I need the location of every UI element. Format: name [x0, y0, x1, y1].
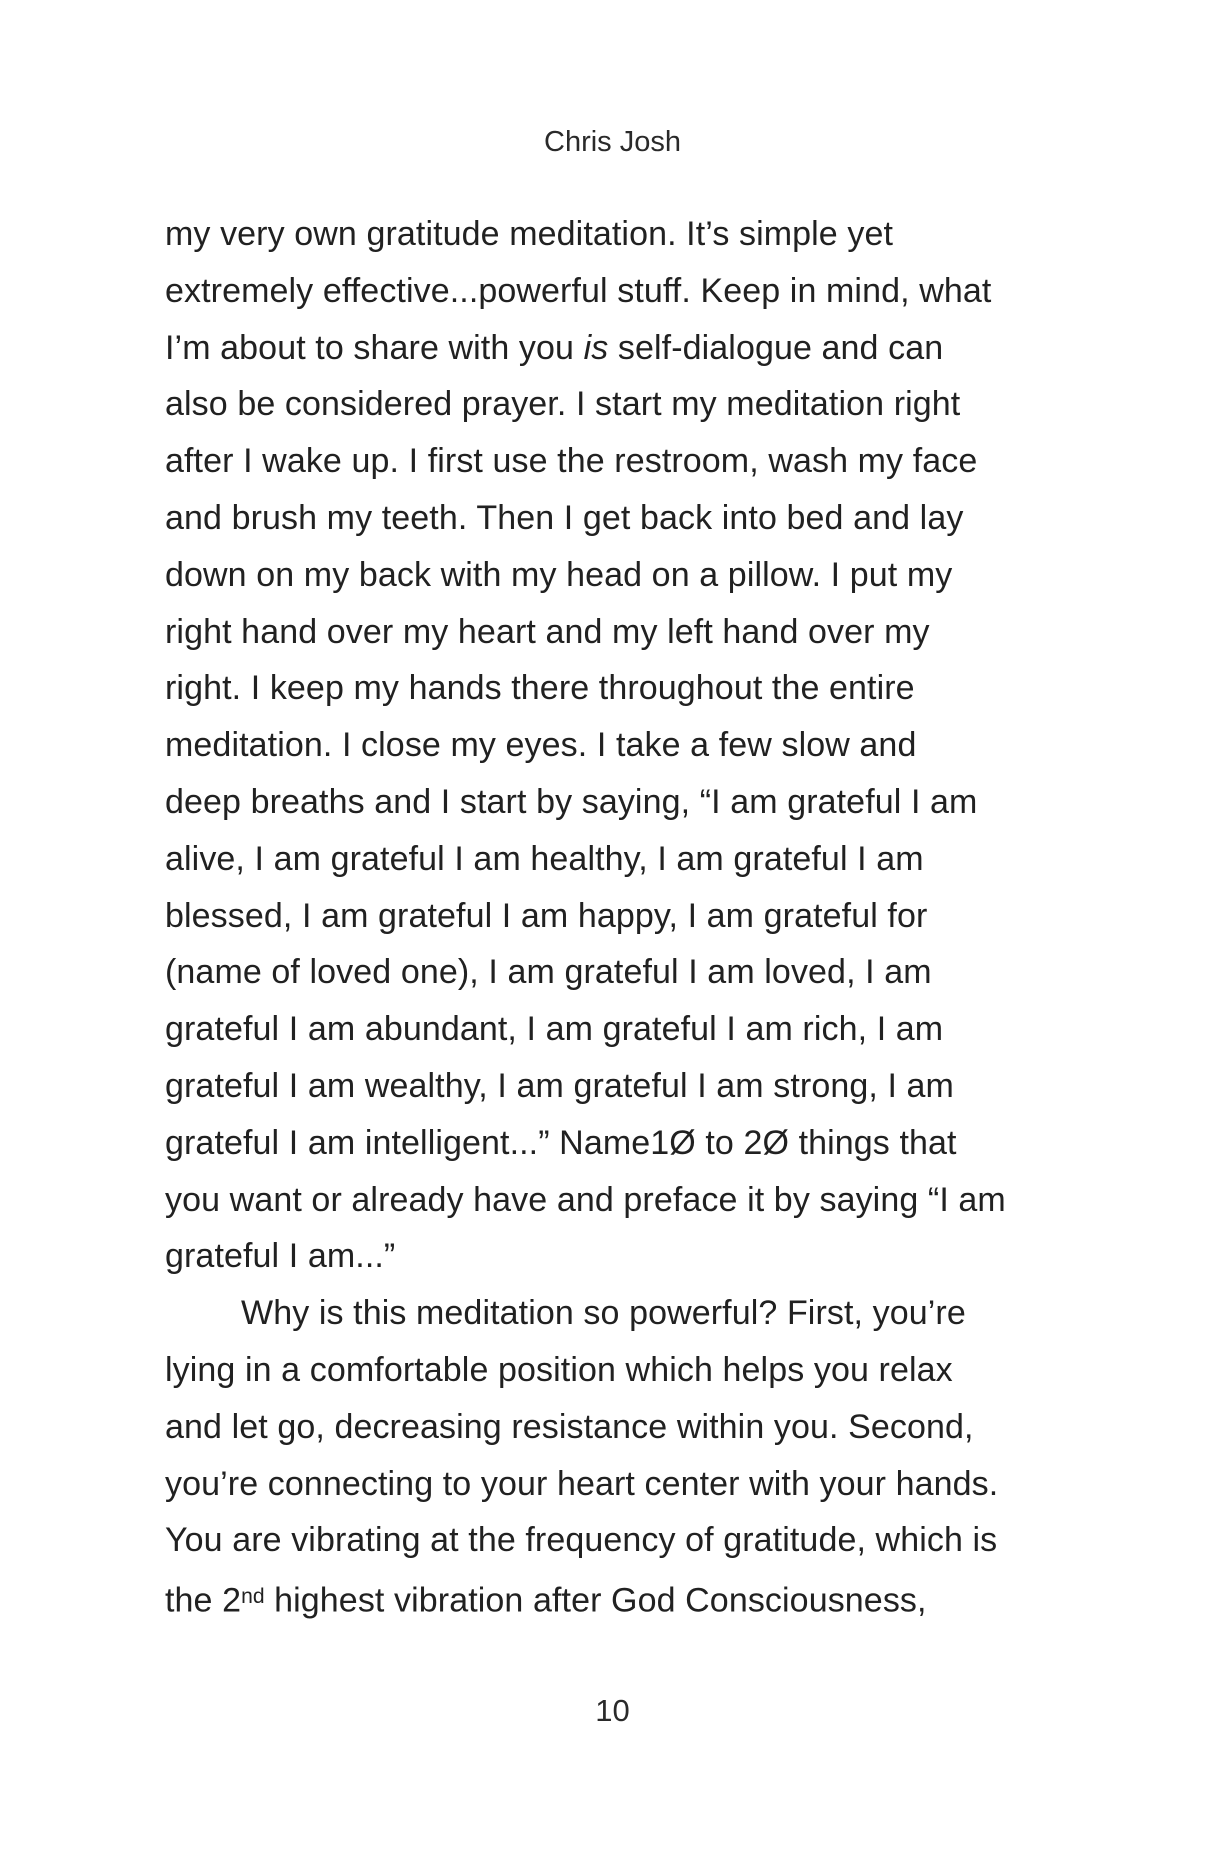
text-line: alive, I am grateful I am healthy, I am grateful I am [165, 839, 924, 878]
text-line: and brush my teeth. Then I get back into bed and lay [165, 498, 964, 537]
text-segment: the 2 [165, 1581, 242, 1620]
text-line: grateful I am...” [165, 1237, 396, 1276]
text-line: right hand over my heart and my left hand over my [165, 612, 930, 651]
text-line: my very own gratitude meditation. It’s simple yet [165, 215, 894, 253]
text-line: grateful I am wealthy, I am grateful I am strong, I am [165, 1066, 954, 1105]
text-line: after I wake up. I first use the restroom, wash my face [165, 442, 978, 481]
text-segment: I’m about to share with you [165, 328, 584, 367]
text-line: lying in a comfortable position which helps you relax [165, 1350, 953, 1389]
text-line: extremely effective...powerful stuff. Keep in mind, what [165, 271, 992, 310]
text-line [165, 320, 1085, 377]
ordinal-superscript: nd [241, 1585, 265, 1609]
page-number: 10 [595, 1693, 630, 1728]
running-header: Chris Josh [544, 126, 681, 158]
text-segment: self-dialogue and can [608, 328, 944, 367]
text-line: you want or already have and preface it by saying “I am [165, 1180, 1006, 1219]
text-line: grateful I am abundant, I am grateful I am rich, I am [165, 1010, 944, 1049]
italic-word: is [583, 328, 609, 367]
text-line: right. I keep my hands there throughout the entire [165, 669, 915, 708]
text-line: blessed, I am grateful I am happy, I am grateful for [165, 896, 928, 935]
text-line [165, 1569, 1085, 1629]
text-line: and let go, decreasing resistance within you. Second, [165, 1407, 974, 1446]
text-line: (name of loved one), I am grateful I am loved, I am [165, 953, 932, 992]
text-line: grateful I am intelligent...” Name1Ø to 2Ø things that [165, 1123, 957, 1162]
text-line: down on my back with my head on a pillow. I put my [165, 555, 953, 594]
body-text [165, 206, 1085, 1629]
text-line-paragraph-start: Why is this meditation so powerful? First, you’re [241, 1294, 966, 1333]
text-line: meditation. I close my eyes. I take a few slow and [165, 726, 917, 765]
text-line: you’re connecting to your heart center with your hands. [165, 1464, 999, 1503]
text-line: deep breaths and I start by saying, “I am grateful I am [165, 782, 978, 821]
text-line: You are vibrating at the frequency of gratitude, which is [165, 1521, 998, 1560]
text-segment: highest vibration after God Consciousness, [264, 1581, 927, 1620]
text-line: also be considered prayer. I start my meditation right [165, 385, 961, 424]
